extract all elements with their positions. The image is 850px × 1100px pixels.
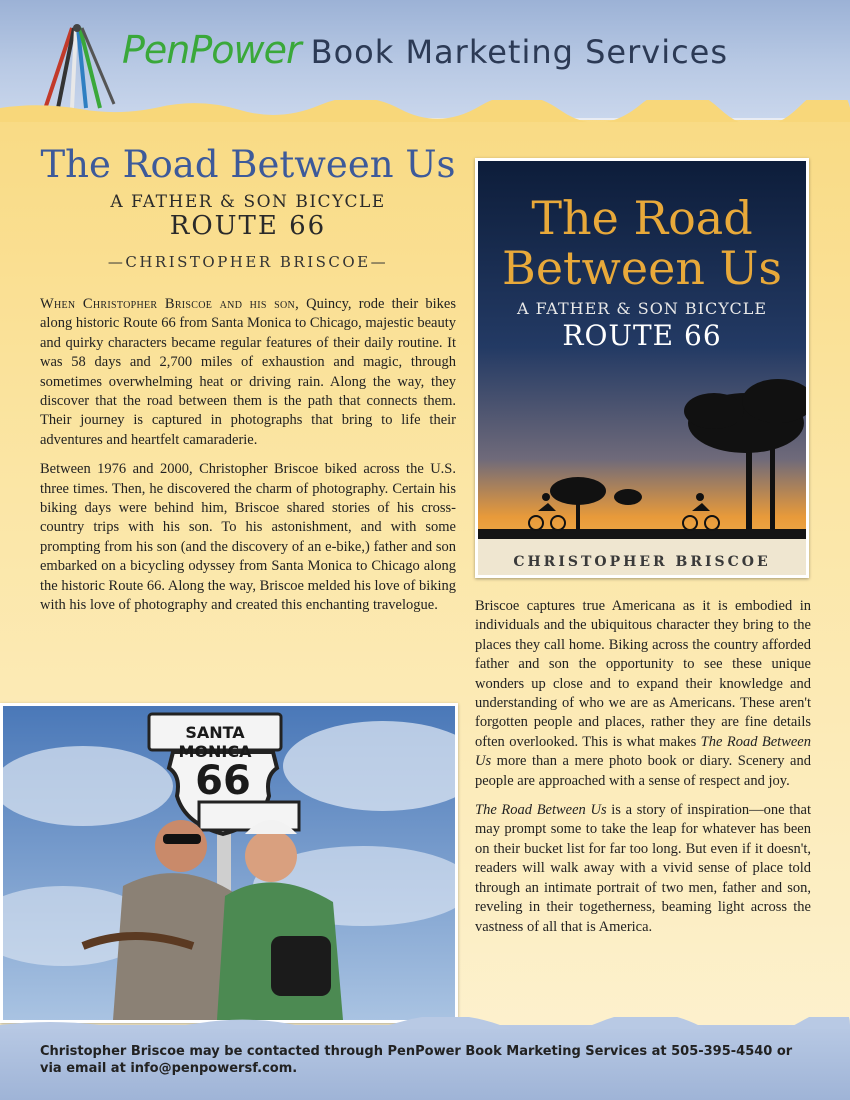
brand-services: Book Marketing Services [310,33,729,71]
paragraph-3-title: The Road Between Us [475,733,811,770]
header-band [0,0,850,120]
cover-author: CHRISTOPHER BRISCOE [513,554,771,570]
brand-name: PenPower [122,28,301,72]
footer-torn-edge [0,1017,850,1029]
paragraph-2: Between 1976 and 2000, Christopher Briscoe biked across the U.S. three times. Then, he discovered the charm of photography. Certain his biking days were behind him, Briscoe shared stories of his cross-country trips with his son. To his astonishment, and with some prompting from his son (and the discovery of an e-bike,) father and son embarked on a bicycling odyssey from Santa Monica to Chicago along the historic Route 66. Along the way, Briscoe melded his love of biking with his love of photography and created this enchanting travelogue. [40,461,456,614]
book-subtitle: A FATHER & SON BICYCLE [110,192,386,212]
book-title: The Road Between Us [40,143,456,186]
paragraph-3 [475,597,811,791]
pens-logo-icon [40,22,120,110]
brand-title [122,28,728,72]
paragraph-1-lead: When Christopher Briscoe and his son, [40,296,299,312]
paragraph-4 [475,801,811,937]
paragraph-3-a: Briscoe captures true Americana as it is embodied in individuals and the ubiquitous character they bring to the places they call home. Biking across the country afforded father and son the opportunity to see these unique wonders up close and to expand their knowledge and understanding of who we are as Americans. These aren't forgotten people and places, rather they are fine details often overlooked. This is what makes [475,598,811,750]
torn-edge [0,100,850,122]
cover-subtitle: A FATHER & SON BICYCLE [516,299,768,318]
book-route: ROUTE 66 [169,211,327,241]
paragraph-1 [40,295,456,450]
book-author: —CHRISTOPHER BRISCOE— [107,253,389,271]
cover-title-line2: Between Us [502,241,782,295]
left-column [40,295,456,626]
sign-route-number: 66 [195,758,251,804]
paragraph-1-rest: Quincy, rode their bikes along historic Route 66 from Santa Monica to Chicago, majestic beauty and quirky characters became regular features of their daily routine. It was 58 days and 2,700 miles of exhaustion and magic, through sometimes overwhelming heat or driving rain. Along the way, they discover that the road between them is the path that connects them. Their journey is captured in photographs that bring to life their adventures and heartfelt camaraderie. [40,296,456,448]
right-column [475,597,811,947]
sign-santa-monica: SANTA MONICA [178,723,252,761]
paragraph-4-title: The Road Between Us [475,802,607,819]
cover-route: ROUTE 66 [562,319,722,352]
book-cover-image [475,158,809,578]
footer-contact: Christopher Briscoe may be contacted through PenPower Book Marketing Services at 505-395-4540 or via email at info@penpowersf.com. [40,1044,793,1076]
route66-photo [0,703,458,1023]
cover-title-line1: The Road [531,191,753,245]
paragraph-4-rest: is a story of inspiration—one that may prompt some to take the leap for whatever has been on their bucket list for far too long. But even if it doesn't, readers will walk away with a vivid sense of place told through an intimate portrait of two men, father and son, reveling in their togetherness, beaming light across the vastness of all that is America. [475,802,811,935]
paragraph-3-b: more than a mere photo book or diary. Scenery and people are approached with a sense of respect and joy. [475,753,811,789]
